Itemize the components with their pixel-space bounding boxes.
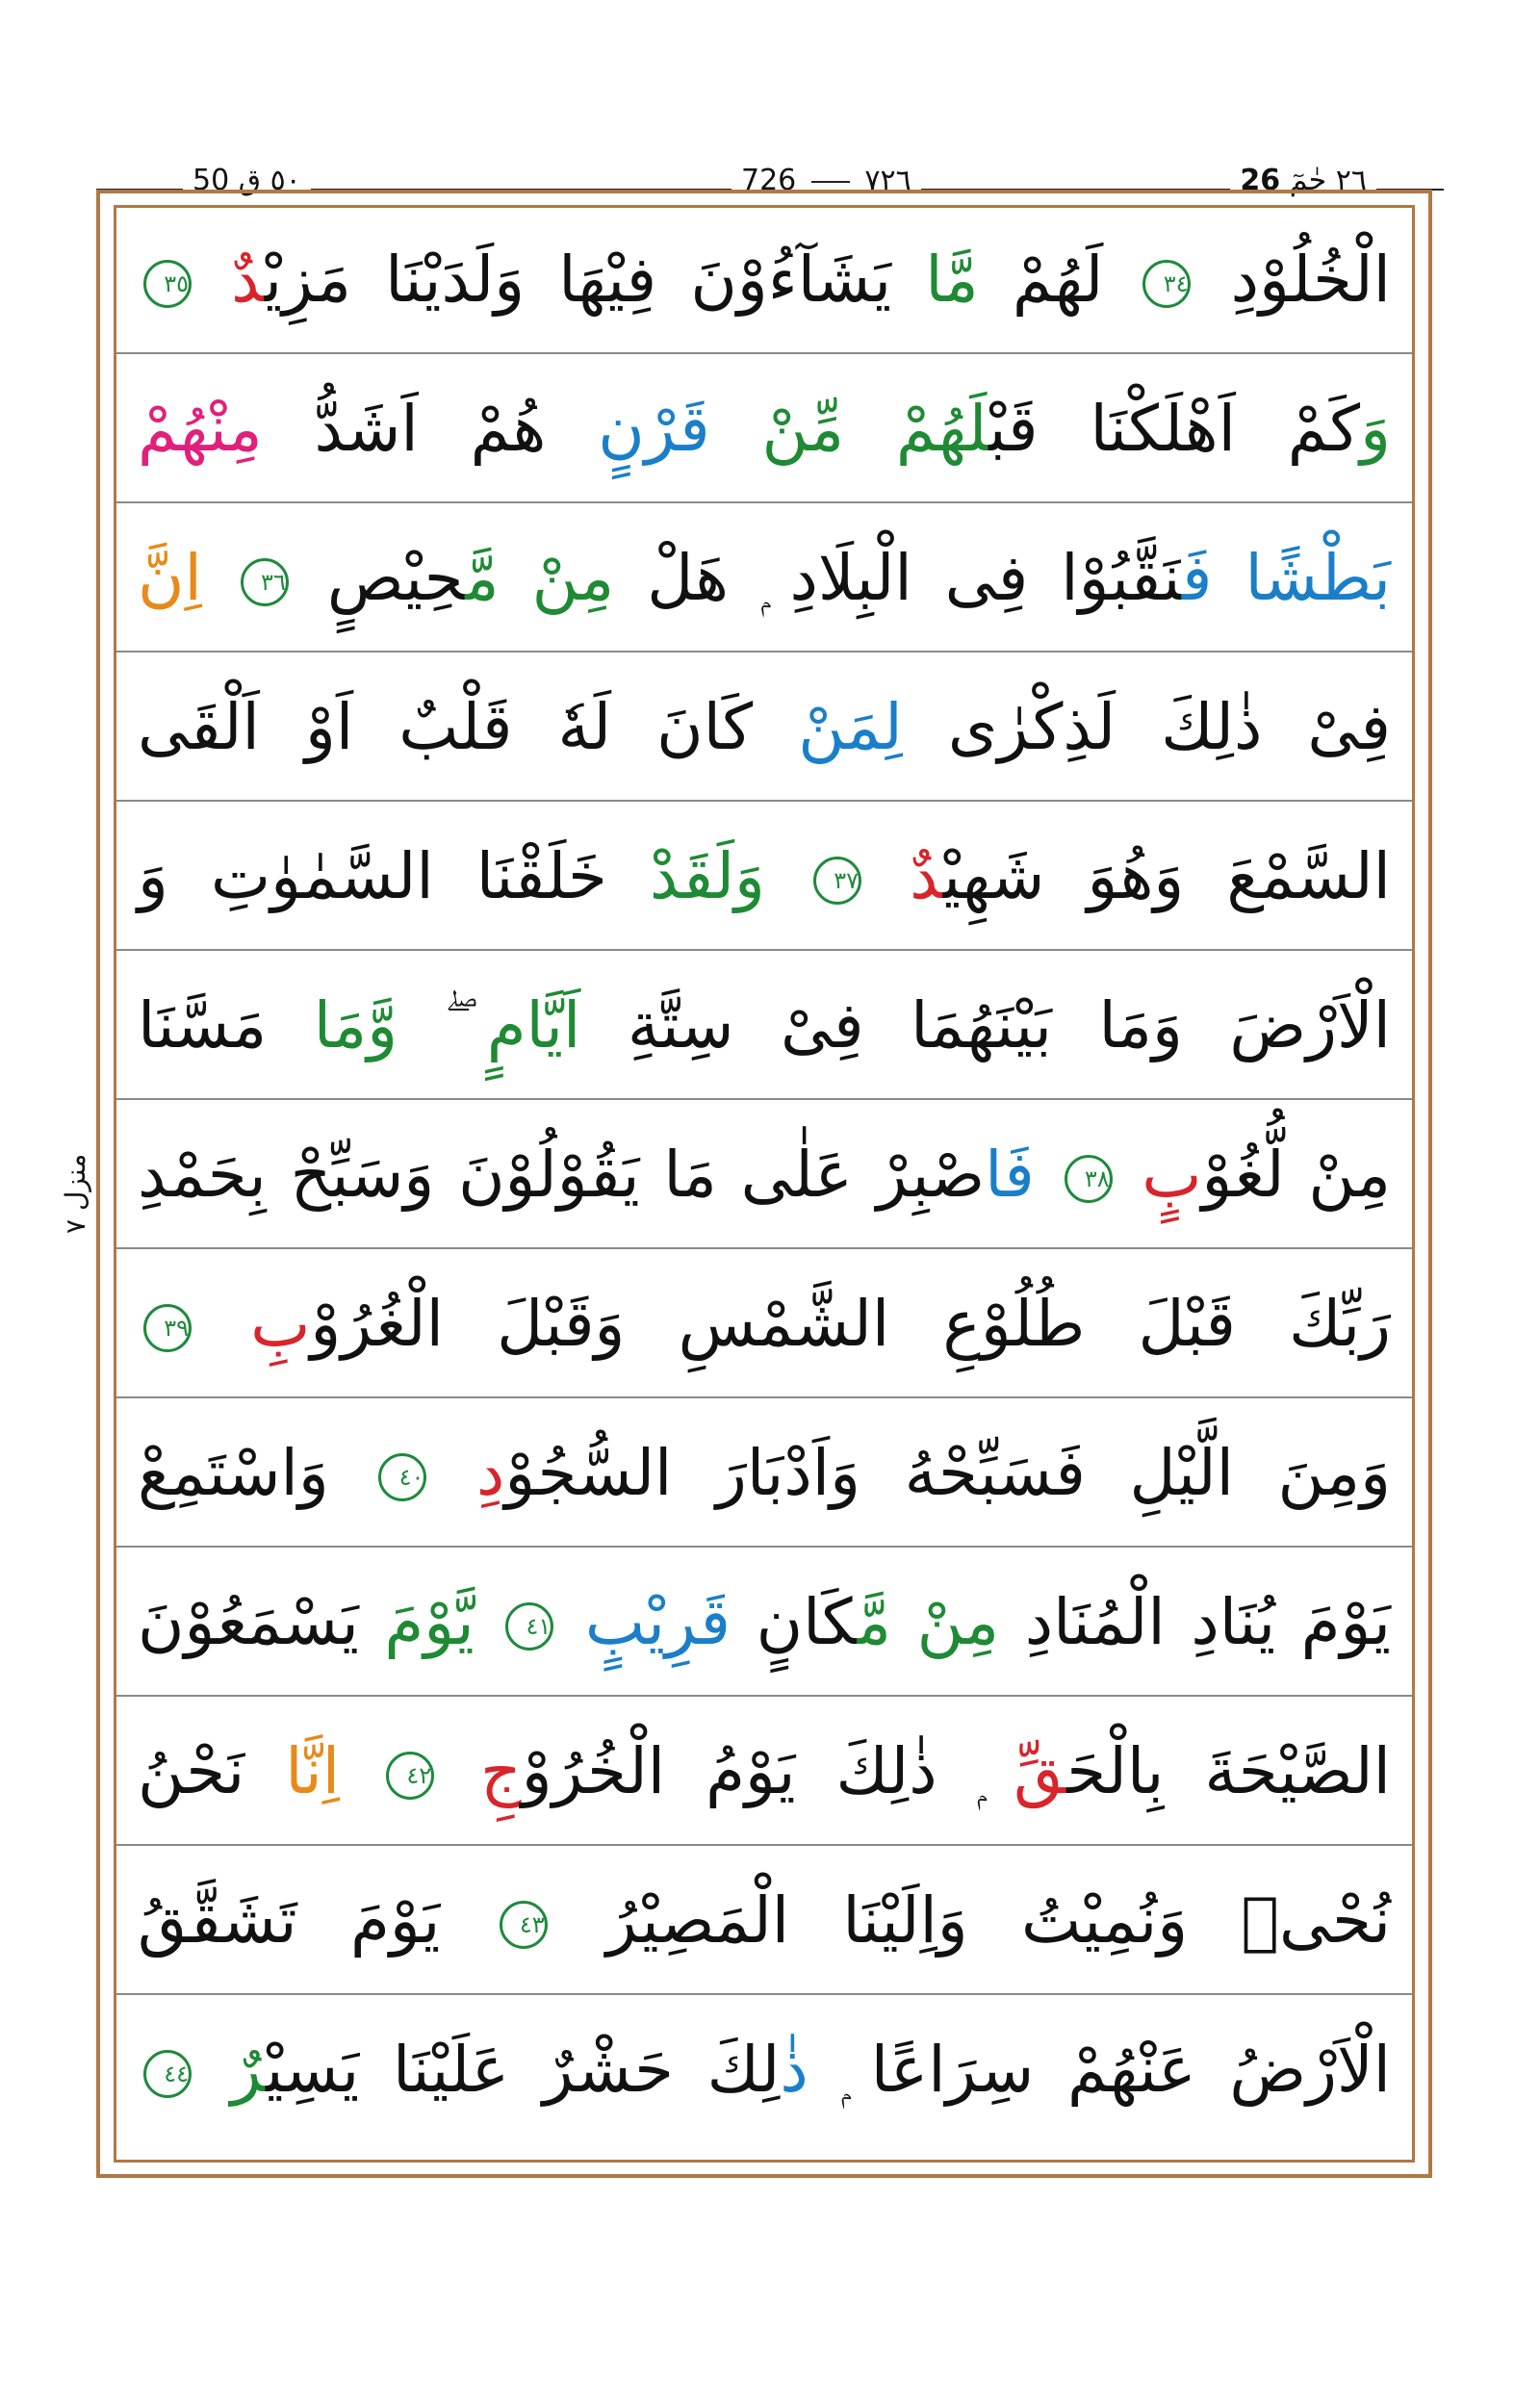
page-number-separator [811, 181, 850, 183]
verse-text: وَ [1360, 392, 1391, 466]
verse-text: فِىْ ذٰلِكَ لَذِكْرٰى [902, 690, 1391, 764]
ayah-number-marker: ٣٥ [143, 260, 192, 308]
juz-name: حٰمٓ [1289, 164, 1327, 197]
verse-text: الْاَرْضَ وَمَا بَيْنَهُمَا فِىْ سِتَّةِ [580, 988, 1391, 1062]
verse-text: مِنْ مَّ [857, 1585, 1000, 1659]
surah-number: 50 [192, 164, 230, 197]
ayah-number-marker: ٣٧ [813, 857, 861, 905]
verse-text: نَحْنُ [138, 1734, 286, 1808]
verse-text: بَطْشًا [1245, 541, 1391, 615]
verse-line [116, 1401, 1412, 1548]
verse-line [116, 954, 1412, 1100]
verse-text: دٌ [910, 839, 943, 913]
verse-text: ۖ [398, 988, 487, 1062]
verse-text: الصَّيْحَةَ بِالْحَ [1066, 1734, 1392, 1808]
verse-text [197, 243, 231, 317]
verse-text [202, 541, 235, 615]
ayah-number-marker: ٤٢ [386, 1752, 434, 1800]
verse-text [559, 1585, 585, 1659]
ayah-number-marker: ٣٤ [1142, 260, 1191, 308]
verse-line [116, 655, 1412, 802]
verse-text: وَلَقَدْ [649, 839, 765, 913]
verse-text: بِ [250, 1287, 311, 1361]
verse-line [116, 1998, 1412, 2144]
verse-text: خَلَقْنَا السَّمٰوٰتِ وَ [138, 839, 650, 913]
ayah-number-marker: ٣٨ [1065, 1155, 1113, 1203]
verse-text: الْخُلُوْدِ [1196, 243, 1391, 317]
verse-text: مِنْ مَّ [465, 541, 615, 615]
verse-line [116, 1550, 1412, 1697]
verse-text [197, 1287, 250, 1361]
verse-text: ۭ ذٰلِكَ يَوْمُ الْخُرُوْ [521, 1734, 1014, 1808]
verse-text [432, 1436, 476, 1510]
verse-text: مَّا [925, 243, 979, 317]
page-number-arabic: ٧٢٦ [864, 164, 911, 197]
verse-text: جِ [480, 1734, 522, 1808]
verse-text [475, 1585, 500, 1659]
verse-text: كَانَ لَهٗ قَلْبٌ اَوْ اَلْقَى [138, 690, 799, 764]
verse-text: ذٰ [780, 2033, 808, 2107]
verse-text: يَوْمَ يُنَادِ الْمُنَادِ [999, 1585, 1391, 1659]
verse-line [116, 1700, 1412, 1846]
ayah-number-marker: ٤٠ [378, 1453, 426, 1501]
verse-text: حِيْصٍ [294, 541, 466, 615]
juz-number: 26 [1240, 164, 1281, 197]
verse-text: فَا [985, 1138, 1035, 1212]
verse-text: لِمَنْ [798, 690, 903, 764]
ayah-number-marker: ٤٣ [500, 1901, 548, 1949]
verse-text: مِنْهُمْ [138, 392, 263, 466]
verse-text: اَيَّامٍ [486, 988, 581, 1062]
verse-text: وَاسْتَمِعْ [138, 1436, 373, 1510]
verse-text [1212, 541, 1245, 615]
verse-text: الْاَرْضُ عَنْهُمْ سِرَاعًا ۭ [808, 2033, 1391, 2107]
verse-text [197, 2033, 231, 2107]
verse-text: كَانٍ [731, 1585, 858, 1659]
verse-text: وَمِنَ الَّيْلِ فَسَبِّحْهُ وَاَدْبَارَ السُّجُوْ [504, 1436, 1391, 1510]
text-area [114, 205, 1415, 2163]
page-frame [96, 190, 1432, 2178]
verse-text [1118, 1138, 1142, 1212]
verse-text: السَّمْعَ وَهُوَ شَهِيْ [942, 839, 1391, 913]
ayah-number-marker: ٤٤ [143, 2050, 192, 2098]
verse-text: وَّمَا [313, 988, 398, 1062]
verse-text: اِنَّ [138, 541, 202, 615]
verse-text: يَوْمَ تَشَقَّقُ [138, 1883, 494, 1958]
verse-line [116, 805, 1412, 951]
ayah-number-marker: ٤١ [505, 1602, 553, 1651]
verse-text: يَشَآءُوْنَ فِيْهَا وَلَدَيْنَا مَزِيْ [264, 243, 926, 317]
verse-text: دِ [475, 1436, 505, 1510]
verse-text: فَ [1181, 541, 1213, 615]
verse-text: نُحْىٖ وَنُمِيْتُ وَاِلَيْنَا الْمَصِيْرُ [552, 1883, 1391, 1958]
verse-text: نَقَّبُوْا فِى الْبِلَادِ ۭ هَلْ [614, 541, 1182, 615]
verse-text: قَرِيْبٍ [584, 1585, 732, 1659]
verse-text: لِكَ حَشْرٌ عَلَيْنَا يَسِيْ [266, 2033, 781, 2107]
verse-line [116, 1103, 1412, 1249]
verse-text: مِنْ لُّغُوْ [1201, 1138, 1391, 1212]
verse-text: قَرْنٍ [598, 392, 710, 466]
verse-text: رٌ [230, 2033, 267, 2107]
verse-text: اِنَّا [285, 1734, 341, 1808]
verse-line [116, 357, 1412, 503]
juz-number-arabic: ٢٦ [1335, 164, 1367, 197]
verse-text: دٌ [231, 243, 265, 317]
verse-text [440, 1734, 480, 1808]
verse-text: قِّ [1014, 1734, 1067, 1808]
verse-line [116, 1849, 1412, 1995]
verse-text [710, 392, 762, 466]
verse-text: مَسَّنَا [138, 988, 314, 1062]
manzil-label: منزل ٧ [60, 1153, 91, 1234]
verse-line [116, 1252, 1412, 1398]
surah-number-arabic: ٥٠ [270, 164, 301, 197]
verse-line [116, 506, 1412, 653]
verse-line [116, 208, 1412, 354]
verse-text [340, 1734, 380, 1808]
ayah-number-marker: ٣٦ [241, 558, 289, 606]
verse-text [765, 839, 808, 913]
verse-text [867, 839, 910, 913]
page-number: 726 [741, 164, 797, 197]
verse-text: هُمْ اَشَدُّ [262, 392, 599, 466]
verse-text: لَهُمْ مِّنْ [761, 392, 989, 466]
verse-text: كَمْ اَهْلَكْنَا قَبْ [988, 392, 1361, 466]
verse-text: يَسْمَعُوْنَ [138, 1585, 385, 1659]
verse-text: رَبِّكَ قَبْلَ طُلُوْعِ الشَّمْسِ وَقَبْلَ الْغُرُوْ [310, 1287, 1391, 1361]
verse-text: يَّوْمَ [384, 1585, 475, 1659]
verse-text: صْبِرْ عَلٰى مَا يَقُوْلُوْنَ وَسَبِّحْ بِحَمْدِ [138, 1138, 986, 1212]
surah-name: ق [238, 164, 262, 197]
ayah-number-marker: ٣٩ [143, 1304, 192, 1352]
verse-text: بٍ [1142, 1138, 1202, 1212]
verse-text [1035, 1138, 1059, 1212]
verse-text: لَهُمْ [978, 243, 1138, 317]
